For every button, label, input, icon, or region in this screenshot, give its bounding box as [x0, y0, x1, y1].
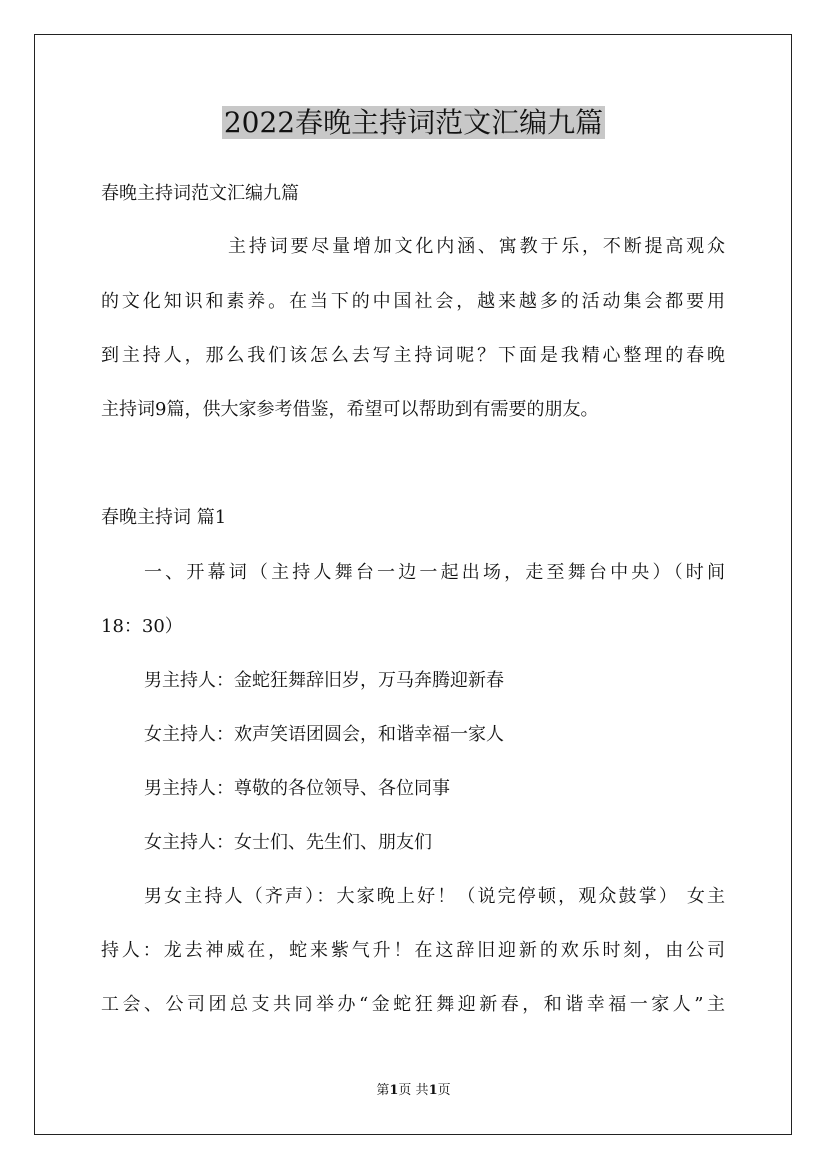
intro-line-4: 主持词9篇，供大家参考借鉴，希望可以帮助到有需要的朋友。 — [101, 399, 599, 420]
dialogue-line-1: 男主持人：金蛇狂舞辞旧岁，万马奔腾迎新春 — [144, 670, 504, 691]
footer-page-suffix: 页 — [437, 1083, 451, 1098]
intro-line-3: 到主持人，那么我们该怎么去写主持词呢？下面是我精心整理的春晚 — [101, 345, 725, 366]
dialogue-line-4: 女主持人：女士们、先生们、朋友们 — [144, 832, 432, 853]
document-title-text: 2022春晚主持词范文汇编九篇 — [223, 106, 604, 139]
intro-line-1: 主持词要尽量增加文化内涵、寓教于乐，不断提高观众 — [228, 236, 725, 257]
footer-page-total: 1 — [428, 1083, 438, 1098]
section-heading: 春晚主持词 篇1 — [101, 507, 227, 528]
dialogue-line-2: 女主持人：欢声笑语团圆会，和谐幸福一家人 — [144, 724, 504, 745]
final-line-2: 持人：龙去神威在，蛇来紫气升！在这辞旧迎新的欢乐时刻，由公司 — [101, 940, 725, 961]
footer-page-mid: 页 共 — [398, 1083, 429, 1098]
page-footer — [0, 1082, 827, 1100]
document-title — [0, 101, 827, 145]
footer-page-prefix: 第 — [376, 1083, 390, 1098]
document-subtitle: 春晚主持词范文汇编九篇 — [101, 183, 299, 204]
opening-line-2: 18：30） — [101, 616, 183, 637]
intro-line-2: 的文化知识和素养。在当下的中国社会，越来越多的活动集会都要用 — [101, 291, 725, 312]
opening-line-1: 一、开幕词（主持人舞台一边一起出场，走至舞台中央）（时间 — [144, 562, 725, 583]
footer-page-current: 1 — [389, 1083, 399, 1098]
final-line-1: 男女主持人（齐声）：大家晚上好！（说完停顿，观众鼓掌） 女主 — [144, 886, 725, 907]
final-line-3: 工会、公司团总支共同举办“金蛇狂舞迎新春，和谐幸福一家人”主 — [101, 994, 725, 1015]
dialogue-line-3: 男主持人：尊敬的各位领导、各位同事 — [144, 778, 450, 799]
